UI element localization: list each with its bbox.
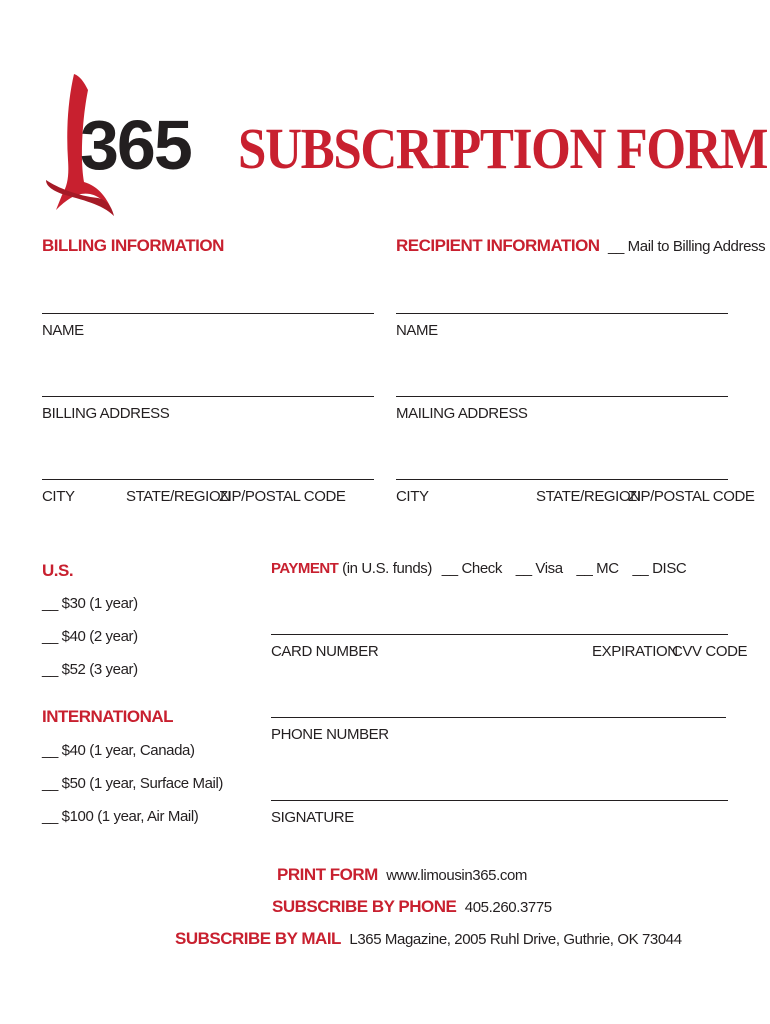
recipient-name-line[interactable] [396, 313, 728, 314]
recipient-city-line[interactable] [396, 479, 728, 480]
mail-to-billing-option[interactable]: __ Mail to Billing Address [608, 238, 766, 255]
phone-number-line[interactable] [271, 717, 726, 718]
international-option[interactable]: __ $100 (1 year, Air Mail) [42, 808, 199, 825]
billing-city-label: CITY [42, 488, 75, 505]
us-header: U.S. [42, 561, 74, 580]
international-header: INTERNATIONAL [42, 707, 174, 726]
logo-text: 365 [80, 106, 191, 184]
footer-mail [175, 929, 682, 949]
signature-label: SIGNATURE [271, 809, 354, 826]
payment-header: PAYMENT [271, 560, 339, 577]
us-option[interactable]: __ $52 (3 year) [42, 661, 138, 678]
card-number-line[interactable] [271, 634, 728, 635]
billing-address-line[interactable] [42, 396, 374, 397]
payment-row [271, 560, 686, 577]
phone-text: 405.260.3775 [464, 899, 552, 916]
payment-check-option[interactable]: __ Check [441, 560, 502, 577]
recipient-state-label: STATE/REGION [536, 488, 641, 505]
footer-phone [272, 897, 552, 917]
international-option[interactable]: __ $50 (1 year, Surface Mail) [42, 775, 223, 792]
billing-name-line[interactable] [42, 313, 374, 314]
recipient-zip-label: ZIP/POSTAL CODE [628, 488, 755, 505]
subscribe-mail-label: SUBSCRIBE BY MAIL [175, 929, 341, 948]
billing-city-line[interactable] [42, 479, 374, 480]
form-title: SUBSCRIPTION FORM [238, 116, 768, 181]
billing-address-label: BILLING ADDRESS [42, 405, 170, 422]
payment-disc-option[interactable]: __ DISC [632, 560, 687, 577]
recipient-name-label: NAME [396, 322, 438, 339]
phone-number-label: PHONE NUMBER [271, 726, 389, 743]
recipient-address-label: MAILING ADDRESS [396, 405, 528, 422]
expiration-label: EXPIRATION [592, 643, 678, 660]
billing-zip-label: ZIP/POSTAL CODE [219, 488, 346, 505]
mail-address-text: L365 Magazine, 2005 Ruhl Drive, Guthrie, OK 73044 [349, 931, 682, 948]
website-text: www.limousin365.com [386, 867, 528, 884]
signature-line[interactable] [271, 800, 728, 801]
us-option[interactable]: __ $40 (2 year) [42, 628, 138, 645]
international-option[interactable]: __ $40 (1 year, Canada) [42, 742, 195, 759]
cvv-label: CVV CODE [672, 643, 748, 660]
recipient-header: RECIPIENT INFORMATION [396, 236, 600, 255]
card-number-label: CARD NUMBER [271, 643, 379, 660]
recipient-address-line[interactable] [396, 396, 728, 397]
payment-visa-option[interactable]: __ Visa [515, 560, 563, 577]
billing-header: BILLING INFORMATION [42, 236, 224, 255]
recipient-header-row [396, 236, 765, 256]
billing-name-label: NAME [42, 322, 84, 339]
print-form-link[interactable]: PRINT FORM [277, 865, 378, 884]
us-option[interactable]: __ $30 (1 year) [42, 595, 138, 612]
subscribe-phone-label: SUBSCRIBE BY PHONE [272, 897, 457, 916]
billing-state-label: STATE/REGION [126, 488, 231, 505]
recipient-city-label: CITY [396, 488, 429, 505]
footer-print [277, 865, 527, 885]
payment-note: (in U.S. funds) [342, 560, 433, 577]
payment-mc-option[interactable]: __ MC [576, 560, 619, 577]
